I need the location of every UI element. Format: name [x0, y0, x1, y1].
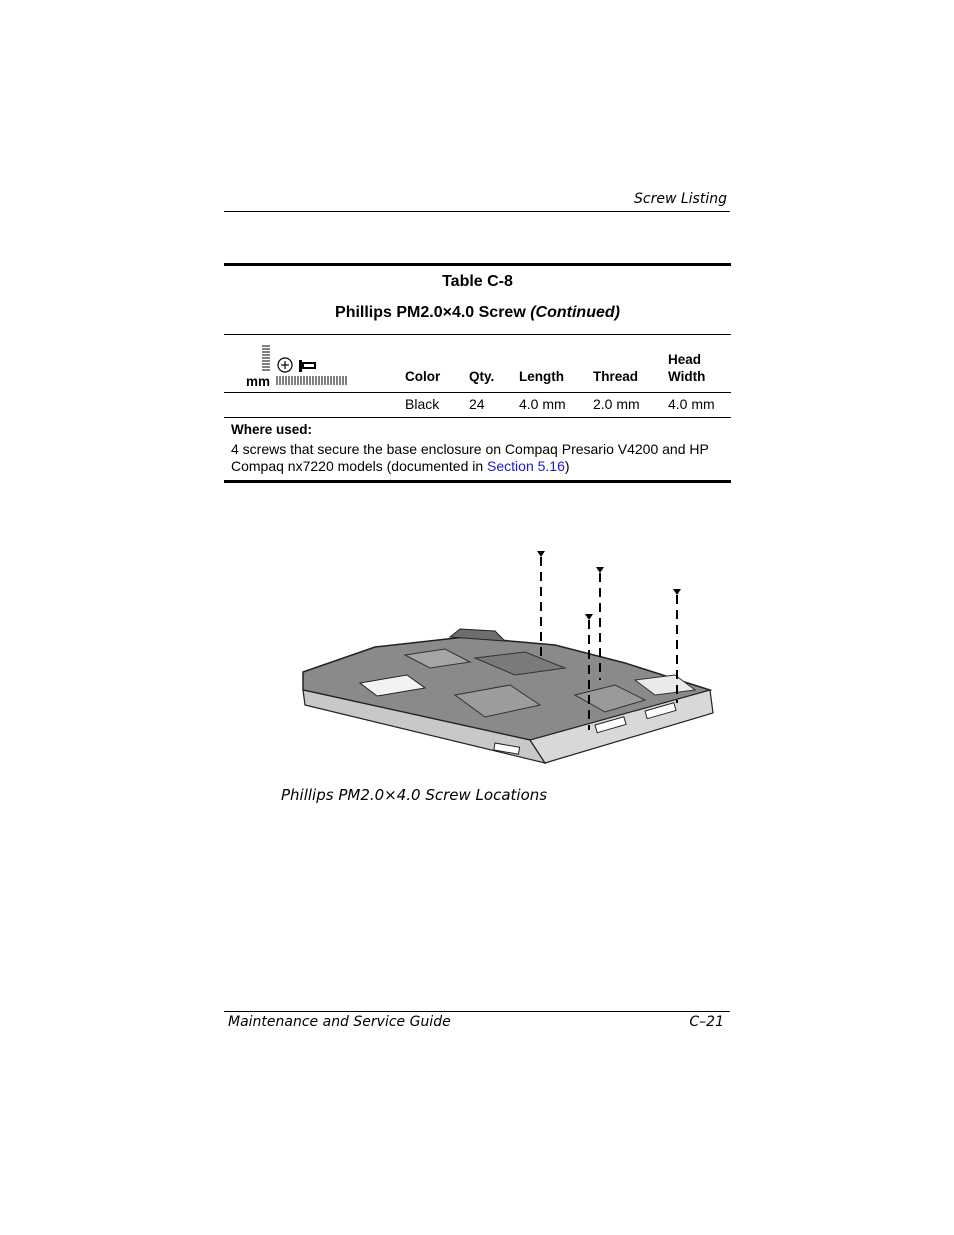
- table-subtitle: [224, 304, 731, 322]
- where-used-label: Where used:: [231, 422, 313, 437]
- header-rule: [224, 211, 730, 212]
- col-header-head: Head: [668, 352, 702, 367]
- col-header-color: Color: [405, 369, 441, 384]
- page-number: C–21: [689, 1014, 724, 1030]
- table-row-rule: [224, 392, 731, 393]
- table-bottom-rule: [224, 480, 731, 483]
- col-header-qty: Qty.: [469, 369, 495, 384]
- cell-thread: 2.0 mm: [593, 396, 640, 412]
- where-used-text: [231, 441, 711, 475]
- figure-caption: Phillips PM2.0×4.0 Screw Locations: [281, 786, 548, 804]
- scale-label: mm: [246, 374, 271, 389]
- col-header-thread: Thread: [593, 369, 639, 384]
- table-subtitle-continued: (Continued): [530, 304, 620, 321]
- table-title: Table C-8: [442, 273, 513, 290]
- col-header-width: Width: [668, 369, 706, 384]
- table-top-rule: [224, 263, 731, 266]
- running-head: Screw Listing: [634, 191, 727, 207]
- section-link[interactable]: Section 5.16: [487, 458, 565, 474]
- base-enclosure-illustration: [295, 545, 720, 770]
- col-header-length: Length: [519, 369, 564, 384]
- table-where-rule: [224, 417, 731, 418]
- cell-head-width: 4.0 mm: [668, 396, 715, 412]
- table-header-rule: [224, 334, 731, 335]
- table-subtitle-main: Phillips PM2.0×4.0 Screw: [335, 304, 531, 321]
- where-used-text-after: ): [564, 458, 570, 474]
- where-used-text-before: 4 screws that secure the base enclosure on Compaq Presario V4200 and HP Compaq nx7220 models (documented in: [231, 441, 709, 474]
- cell-qty: 24: [469, 396, 485, 412]
- cell-color: Black: [405, 396, 440, 412]
- footer-title: Maintenance and Service Guide: [228, 1014, 451, 1030]
- footer-rule: [224, 1011, 730, 1012]
- cell-length: 4.0 mm: [519, 396, 566, 412]
